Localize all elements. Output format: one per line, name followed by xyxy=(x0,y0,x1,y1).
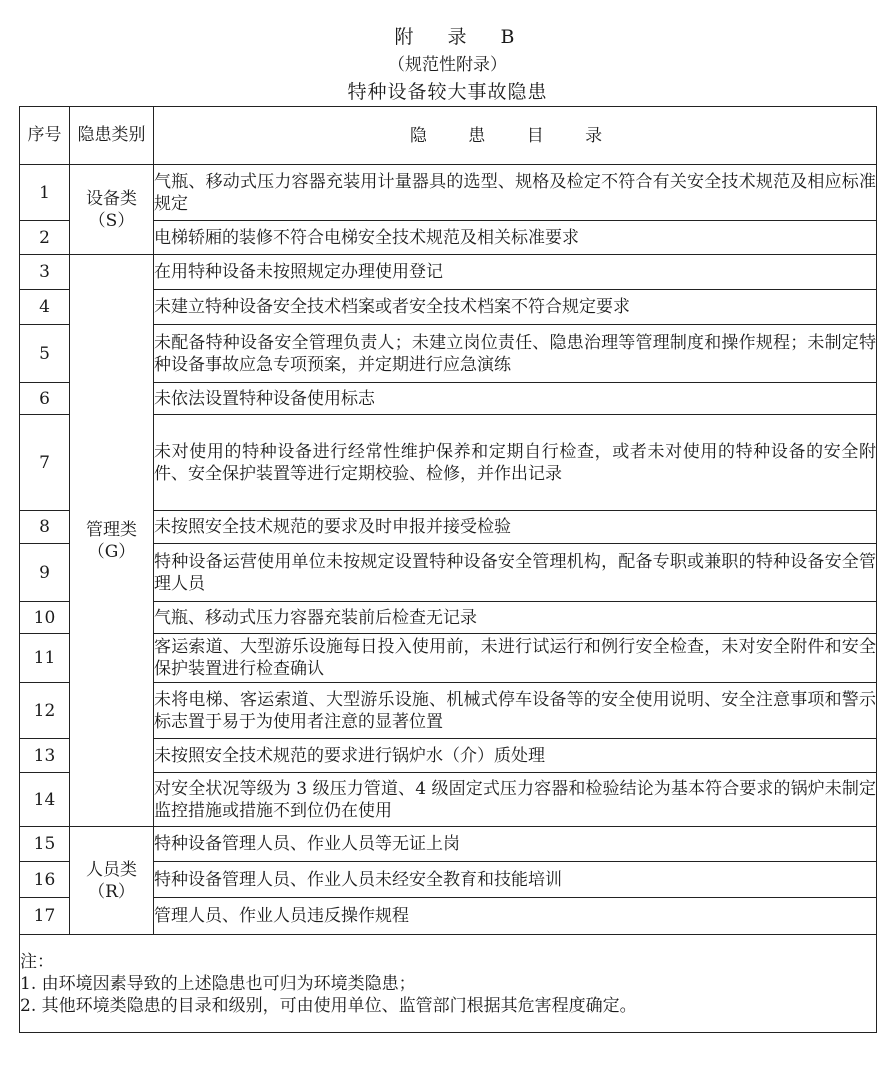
hazard-description: 未建立特种设备安全技术档案或者安全技术档案不符合规定要求 xyxy=(154,290,877,325)
category-cell xyxy=(70,165,154,255)
column-header-category: 隐患类别 xyxy=(70,107,154,165)
row-number: 2 xyxy=(20,221,70,255)
category-code: （G） xyxy=(87,541,136,562)
note-item-2: 2. 其他环境类隐患的目录和级别，可由使用单位、监管部门根据其危害程度确定。 xyxy=(20,995,637,1016)
appendix-type: （规范性附录） xyxy=(388,55,507,75)
hazard-description: 客运索道、大型游乐设施每日投入使用前，未进行试运行和例行安全检查，未对安全附件和安全保护装置进行检查确认 xyxy=(154,634,877,683)
row-number: 14 xyxy=(20,773,70,827)
hazard-description: 管理人员、作业人员违反操作规程 xyxy=(154,898,877,935)
table-row xyxy=(20,165,877,221)
category-code: （S） xyxy=(88,210,135,231)
notes-row xyxy=(20,935,877,1033)
table-row xyxy=(20,827,877,862)
hazard-description: 未将电梯、客运索道、大型游乐设施、机械式停车设备等的安全使用说明、安全注意事项和警示标志置于易于为使用者注意的显著位置 xyxy=(154,683,877,739)
hazard-description: 未按照安全技术规范的要求及时申报并接受检验 xyxy=(154,511,877,544)
column-header-seq: 序号 xyxy=(20,107,70,165)
row-number: 7 xyxy=(20,415,70,511)
row-number: 16 xyxy=(20,862,70,898)
hazard-description: 未依法设置特种设备使用标志 xyxy=(154,383,877,415)
row-number: 6 xyxy=(20,383,70,415)
hazard-description: 未按照安全技术规范的要求进行锅炉水（介）质处理 xyxy=(154,739,877,773)
column-header-list: 隐 患 目 录 xyxy=(154,107,877,165)
hazard-description: 对安全状况等级为 3 级压力管道、4 级固定式压力容器和检验结论为基本符合要求的锅炉未制定监控措施或措施不到位仍在使用 xyxy=(154,773,877,827)
table-title: 特种设备较大事故隐患 xyxy=(347,81,548,103)
row-number: 15 xyxy=(20,827,70,862)
table-row xyxy=(20,255,877,290)
category-name: 人员类 xyxy=(86,859,137,880)
hazard-description: 气瓶、移动式压力容器充装前后检查无记录 xyxy=(154,602,877,634)
hazard-description: 未配备特种设备安全管理负责人；未建立岗位责任、隐患治理等管理制度和操作规程；未制定特种设备事故应急专项预案，并定期进行应急演练 xyxy=(154,325,877,383)
category-name: 管理类 xyxy=(86,519,137,540)
row-number: 8 xyxy=(20,511,70,544)
appendix-label: 附 录 B xyxy=(394,26,529,48)
row-number: 13 xyxy=(20,739,70,773)
row-number: 4 xyxy=(20,290,70,325)
row-number: 5 xyxy=(20,325,70,383)
category-name: 设备类 xyxy=(86,188,137,209)
row-number: 3 xyxy=(20,255,70,290)
row-number: 11 xyxy=(20,634,70,683)
category-cell xyxy=(70,827,154,935)
note-item-1: 1. 由环境因素导致的上述隐患也可归为环境类隐患； xyxy=(20,973,416,994)
hazard-table xyxy=(19,106,877,1033)
row-number: 1 xyxy=(20,165,70,221)
notes-label: 注： xyxy=(20,951,54,972)
row-number: 12 xyxy=(20,683,70,739)
table-header-row xyxy=(20,107,877,165)
hazard-description: 未对使用的特种设备进行经常性维护保养和定期自行检查，或者未对使用的特种设备的安全附件、安全保护装置等进行定期校验、检修，并作出记录 xyxy=(154,415,877,511)
category-cell xyxy=(70,255,154,827)
hazard-description: 在用特种设备未按照规定办理使用登记 xyxy=(154,255,877,290)
row-number: 9 xyxy=(20,544,70,602)
hazard-description: 气瓶、移动式压力容器充装用计量器具的选型、规格及检定不符合有关安全技术规范及相应标准规定 xyxy=(154,165,877,221)
hazard-description: 特种设备管理人员、作业人员等无证上岗 xyxy=(154,827,877,862)
hazard-description: 特种设备管理人员、作业人员未经安全教育和技能培训 xyxy=(154,862,877,898)
hazard-description: 电梯轿厢的装修不符合电梯安全技术规范及相关标准要求 xyxy=(154,221,877,255)
row-number: 17 xyxy=(20,898,70,935)
category-code: （R） xyxy=(88,881,135,902)
notes-cell xyxy=(20,935,877,1033)
row-number: 10 xyxy=(20,602,70,634)
hazard-description: 特种设备运营使用单位未按规定设置特种设备安全管理机构，配备专职或兼职的特种设备安全管理人员 xyxy=(154,544,877,602)
